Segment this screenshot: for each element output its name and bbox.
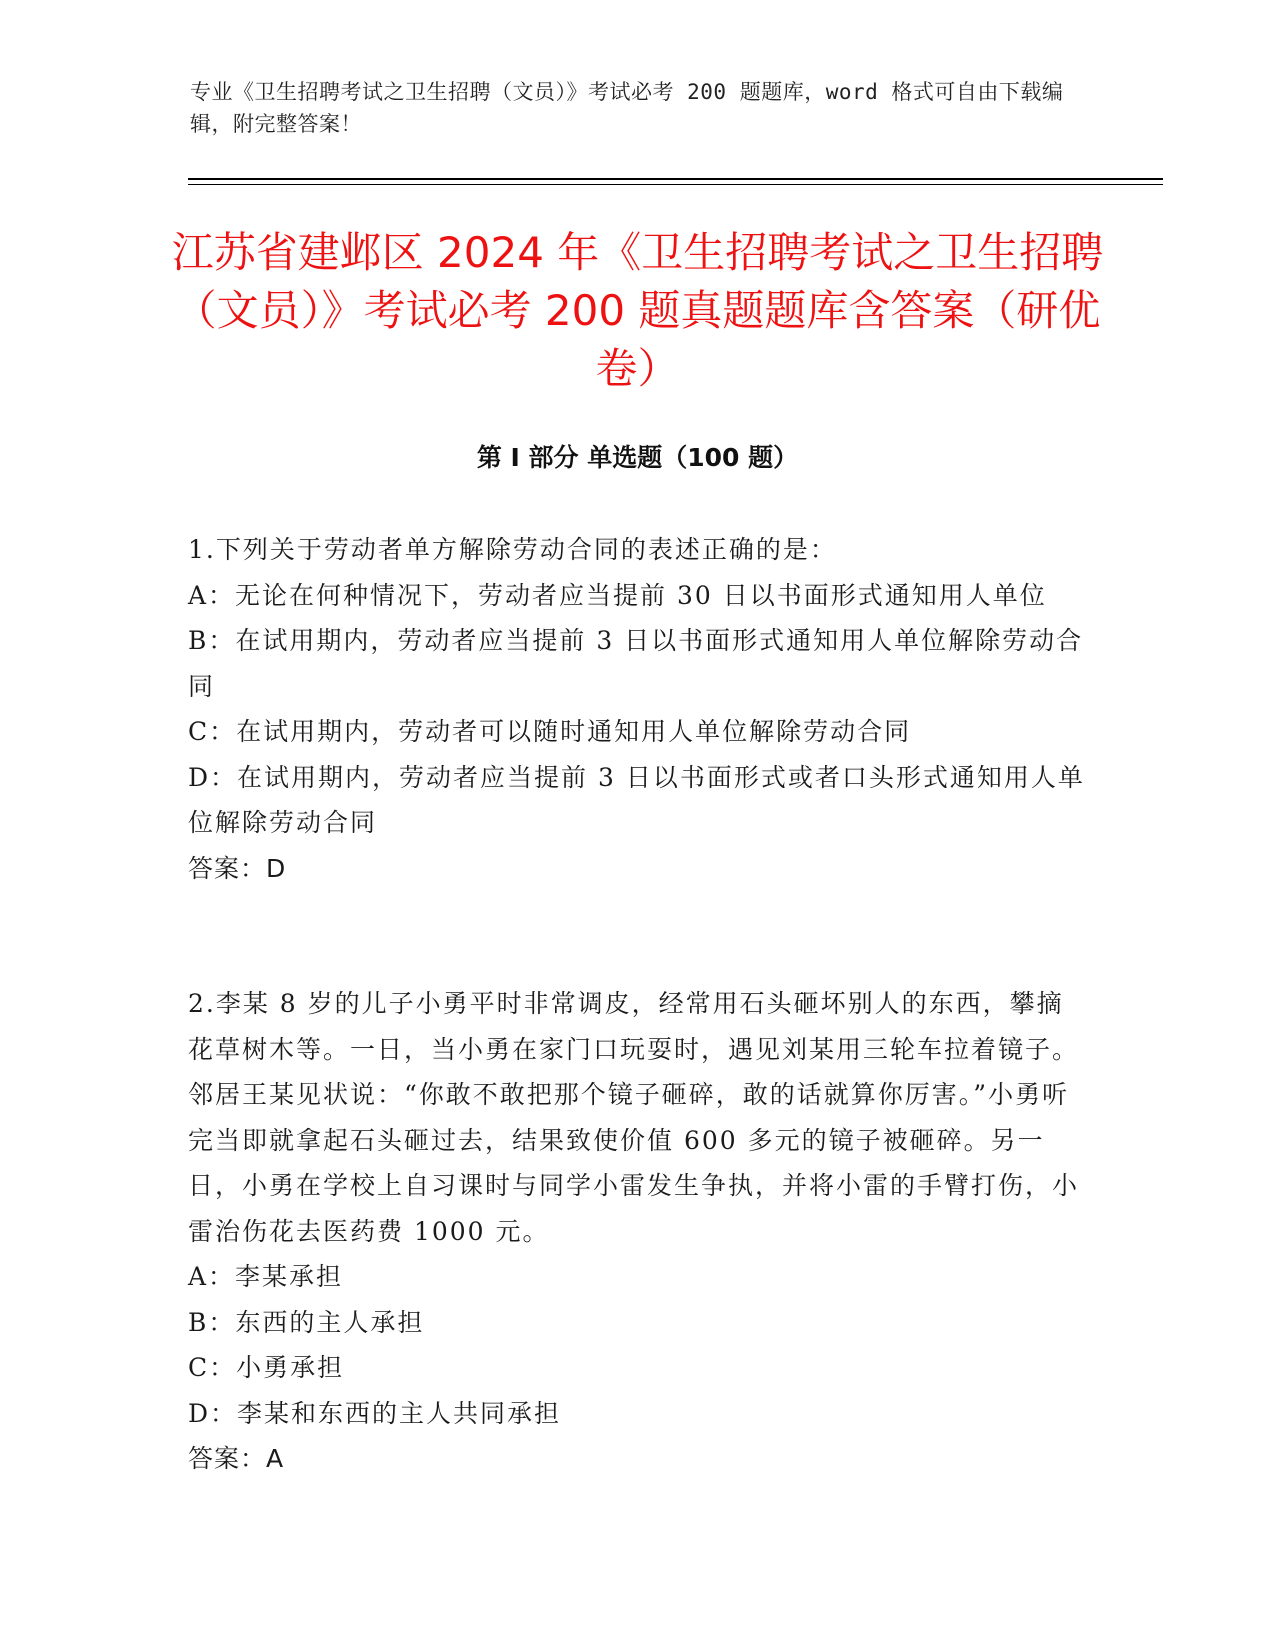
- section-title: 第 I 部分 单选题（100 题）: [476, 443, 799, 472]
- document-title: 江苏省建邺区 2024 年《卫生招聘考试之卫生招聘（文员）》考试必考 200 题真题题库含答案（研优卷）: [171, 228, 1104, 393]
- option-a: A：李某承担: [188, 1262, 344, 1291]
- header-divider-thick: [188, 178, 1163, 180]
- option-d: D：在试用期内，劳动者应当提前 3 日以书面形式或者口头形式通知用人单位解除劳动合同: [188, 762, 1085, 837]
- question-2: [188, 981, 1088, 1482]
- option-a: A：无论在何种情况下，劳动者应当提前 30 日以书面形式通知用人单位: [188, 580, 1047, 610]
- question-text: 2.李某 8 岁的儿子小勇平时非常调皮，经常用石头砸坏别人的东西，攀摘花草树木等。一日，当小勇在家门口玩耍时，遇见刘某用三轮车拉着镜子。邻居王某见状说：“你敢不敢把那个镜子砸碎，敢的话就算你厉害。”小勇听完当即就拿起石头砸过去，结果致使价值 600 多元的镜子被砸碎。另一日，小勇在学校上自习课时与同学小雷发生争执，并将小雷的手臂打伤，小雷治伤花去医药费 1000 元。: [188, 989, 1080, 1246]
- question-text: 1.下列关于劳动者单方解除劳动合同的表述正确的是：: [188, 535, 837, 564]
- answer-label: 答案：A: [188, 1444, 285, 1473]
- option-b: B：在试用期内，劳动者应当提前 3 日以书面形式通知用人单位解除劳动合同: [188, 626, 1084, 701]
- option-c: C：在试用期内，劳动者可以随时通知用人单位解除劳动合同: [188, 717, 912, 746]
- header-note: 专业《卫生招聘考试之卫生招聘（文员）》考试必考 200 题题库，word 格式可自由下载编辑，附完整答案！: [190, 80, 1064, 136]
- option-d: D：李某和东西的主人共同承担: [188, 1398, 562, 1428]
- option-b: B：东西的主人承担: [188, 1307, 425, 1337]
- option-c: C：小勇承担: [188, 1353, 345, 1382]
- header-divider-thin: [188, 184, 1163, 185]
- question-1: [188, 527, 1088, 891]
- answer-label: 答案：D: [188, 853, 287, 883]
